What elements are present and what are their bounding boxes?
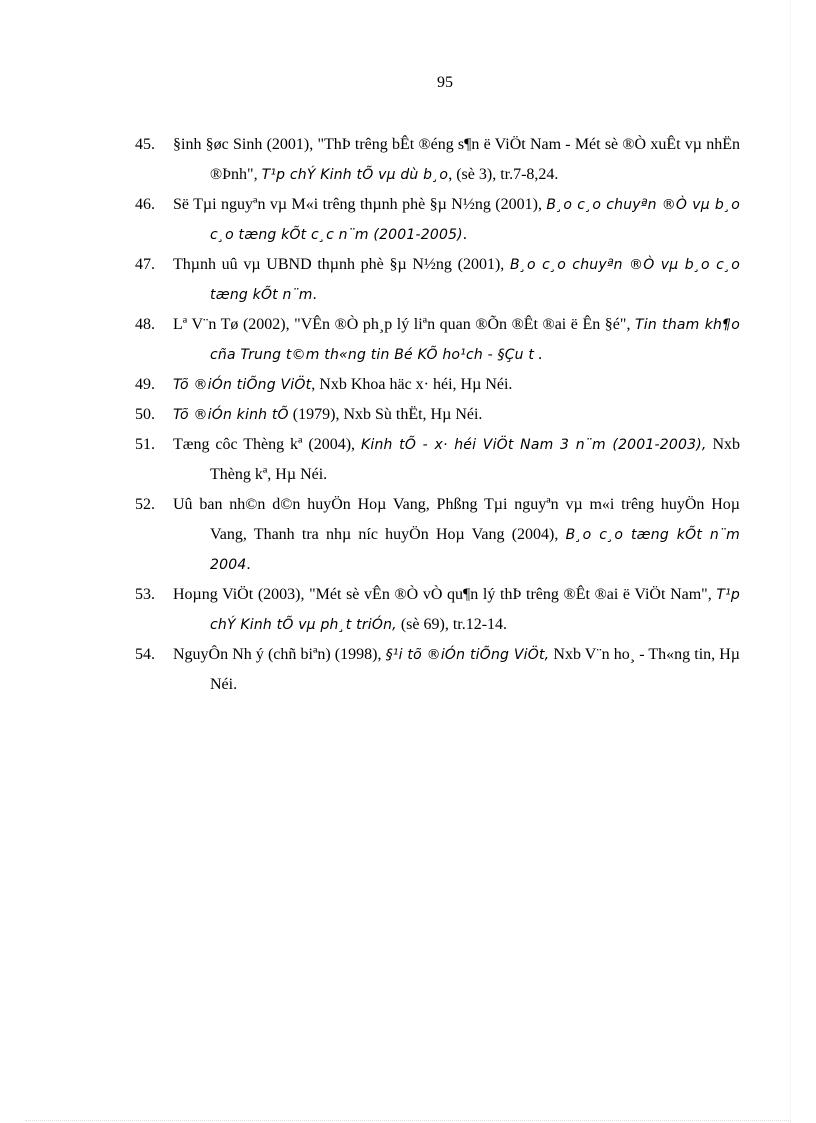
reference-number: 47. [135, 256, 155, 273]
reference-text-segment: (sè 69), tr.12-14. [396, 616, 508, 633]
reference-text [173, 640, 741, 700]
reference-text [173, 580, 740, 640]
reference-number: 46. [135, 196, 155, 213]
reference-text-segment: Hoµng ViÖt (2003), "Mét sè vÊn ®Ò vÒ qu¶n lý thÞ trêng ®Êt ®ai ë ViÖt Nam", [173, 586, 717, 603]
reference-title-italic: B¸o c¸o chuyªn ®Ò vµ b¸o c¸o tæng kÕt n¨m [210, 257, 740, 303]
reference-title-italic: T¹p chÝ Kinh tÕ vµ dù b¸o [261, 167, 449, 183]
reference-list [135, 130, 740, 700]
reference-text-segment: Së Tµi nguyªn vµ M«i trêng thµnh phè §µ N½ng (2001), [173, 196, 547, 213]
page-bottom-border [25, 1120, 791, 1121]
reference-item [135, 310, 740, 370]
page-right-border [790, 0, 791, 1123]
reference-text-segment: , Nxb Khoa häc x· héi, Hµ Néi. [311, 376, 513, 393]
reference-number: 45. [135, 136, 155, 153]
reference-title-italic: §¹i tõ ®iÓn tiÕng ViÖt, [385, 647, 550, 663]
reference-number: 50. [135, 406, 155, 423]
reference-item [135, 640, 740, 700]
reference-item [135, 370, 740, 400]
reference-number: 51. [135, 436, 155, 453]
reference-text [173, 490, 741, 580]
reference-text [173, 430, 741, 490]
reference-text [173, 130, 740, 190]
reference-item [135, 400, 740, 430]
reference-text-segment: Tæng côc Thèng kª (2004), [173, 436, 361, 453]
reference-number: 52. [135, 496, 155, 513]
reference-text-segment: NguyÔn Nh ý (chñ biªn) (1998), [173, 646, 386, 663]
reference-text [173, 400, 740, 430]
reference-title-italic: T¹p chÝ Kinh tÕ vµ ph¸t triÓn, [210, 587, 740, 633]
reference-number: 53. [135, 586, 155, 603]
reference-title-italic: Kinh tÕ - x· héi ViÖt Nam 3 n¨m (2001-2003), [360, 437, 707, 453]
reference-text-segment: Thµnh uû vµ UBND thµnh phè §µ N½ng (2001), [173, 256, 510, 273]
reference-title-italic: Tõ ®iÓn tiÕng ViÖt [173, 377, 312, 393]
reference-item [135, 430, 740, 490]
reference-text-segment: Uû ban nh©n d©n huyÖn Hoµ Vang, Phßng Tµi nguyªn vµ m«i trêng huyÖn Hoµ Vang, Thanh tra nhµ níc huyÖn Hoµ Vang (2004), [173, 496, 740, 543]
reference-number: 49. [135, 376, 155, 393]
reference-text [173, 190, 740, 250]
reference-text-segment: . [462, 226, 467, 243]
reference-text-segment: Nxb V¨n ho¸ - Th«ng tin, Hµ Néi. [210, 646, 741, 693]
reference-text-segment: Nxb Thèng kª, Hµ Néi. [210, 436, 741, 483]
reference-text [173, 310, 740, 370]
reference-text-segment: . [312, 286, 317, 303]
reference-text [173, 370, 740, 400]
reference-text-segment: . [534, 346, 543, 363]
reference-text-segment: §inh §øc Sinh (2001), "ThÞ trêng bÊt ®éng s¶n ë ViÖt Nam - Mét sè ®Ò xuÊt vµ nhËn ®Þnh", [173, 136, 740, 183]
reference-item [135, 490, 740, 580]
reference-number: 54. [135, 646, 155, 663]
reference-item [135, 580, 740, 640]
reference-text-segment: . [246, 556, 251, 573]
reference-title-italic: Tõ ®iÓn kinh tÕ [173, 407, 289, 423]
reference-text-segment: , (sè 3), tr.7-8,24. [448, 166, 559, 183]
reference-title-italic: B¸o c¸o tæng kÕt n¨m 2004 [210, 527, 741, 573]
reference-title-italic: Tin tham kh¶o cña Trung t©m th«ng tin Bé KÕ ho¹ch - §Çu t [210, 317, 740, 363]
page-number: 95 [437, 74, 453, 91]
reference-item [135, 130, 740, 190]
reference-number: 48. [135, 316, 155, 333]
reference-text [173, 250, 740, 310]
reference-item [135, 250, 740, 310]
reference-item [135, 190, 740, 250]
reference-title-italic: B¸o c¸o chuyªn ®Ò vµ b¸o c¸o tæng kÕt c¸c n¨m (2001-2005) [210, 197, 740, 243]
reference-text-segment: Lª V¨n Tø (2002), "VÊn ®Ò ph¸p lý liªn quan ®Õn ®Êt ®ai ë Ên §é", [173, 316, 636, 333]
reference-text-segment: (1979), Nxb Sù thËt, Hµ Néi. [288, 406, 483, 423]
